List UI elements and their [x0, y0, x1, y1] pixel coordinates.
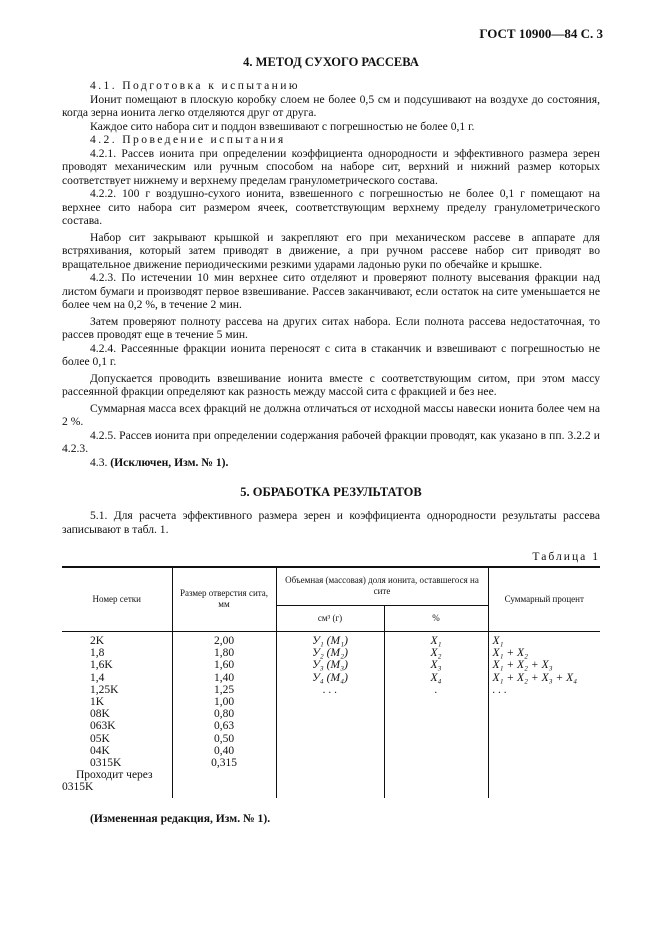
p-4-2-4: 4.2.4. Рассеянные фракции ионита переносят с сита в стаканчик и взвешивают с погрешностью не более 0,1 г. — [62, 341, 600, 368]
p-4-1-b: Каждое сито набора сит и поддон взвешивают с погрешностью не более 0,1 г. — [90, 119, 475, 133]
p-4-2-3-b: Затем проверяют полноту рассева на других ситах набора. Если полнота рассева недостаточная, то рассев проводят еще в течение 5 мин. — [62, 314, 600, 341]
page-header: ГОСТ 10900—84 С. 3 — [479, 26, 603, 41]
table-row: 2K 2,00 У₁ (М₁) X₁ X₁ — [62, 635, 600, 647]
p-4-2-3: 4.2.3. По истечении 10 мин верхнее сито отделяют и проверяют полноту высевания фракции над листом бумаги и производят первое взвешивание. Рассев заканчивают, если остаток на сите уменьшается не более чем на 0,2 %, в течение 2 мин. — [62, 271, 600, 311]
th-sum: Суммарный процент — [488, 567, 600, 631]
document-body — [62, 55, 600, 825]
p-4-1: 4.1. Подготовка к испытанию — [90, 79, 300, 92]
results-table — [62, 566, 600, 798]
table-row: 1,25K 1,25 . . . . . . . — [62, 684, 600, 696]
p-4-2-4-b: Допускается проводить взвешивание ионита вместе с соответствующим ситом, при этом массу рассеянной фракции определяют как разность между массой сита с фракцией и без нее. — [62, 371, 600, 398]
table-row: 0315K 0,315 — [62, 757, 600, 769]
table-row: 1,6K 1,60 У₃ (М₃) X₃ X₁ + X₂ + X₃ — [62, 659, 600, 671]
th-size: Размер отверстия сита, мм — [172, 567, 276, 631]
p-4-2-5: 4.2.5. Рассев ионита при определении содержания рабочей фракции проводят, как указано в пп. 3.2.2 и 4.2.3. — [62, 428, 600, 455]
section-5-title: 5. ОБРАБОТКА РЕЗУЛЬТАТОВ — [240, 485, 422, 499]
table-row: 08K 0,80 — [62, 708, 600, 720]
p-4-2-2: 4.2.2. 100 г воздушно-сухого ионита, взвешенного с погрешностью не более 0,1 г помещают на верхнее сито набора сит размером ячеек, соответствующим верхнему пределу гранулометрического состава. — [62, 187, 600, 227]
table-row: 1,4 1,40 У₄ (М₄) X₄ X₁ + X₂ + X₃ + X₄ — [62, 672, 600, 684]
p-4-3: 4.3. (Исключен, Изм. № 1). — [90, 455, 229, 469]
th-share: Объемная (массовая) доля ионита, оставшегося на сите — [276, 567, 488, 605]
th-cm: см³ (г) — [276, 605, 384, 631]
p-4-2: 4.2. Проведение испытания — [90, 133, 286, 146]
p-4-2-1: 4.2.1. Рассев ионита при определении коэффициента однородности и эффективного размера зерен проводят механическим или ручным способом на наборе сит, верхний и нижний размер которых соответствует нижнему и верхнему пределам гранулометрического состава. — [62, 146, 600, 187]
table-caption: Таблица 1 — [532, 550, 600, 563]
p-4-2-4-c: Суммарная масса всех фракций не должна отличаться от исходной массы навески ионита более чем на 2 %. — [62, 401, 600, 428]
p-5-1: 5.1. Для расчета эффективного размера зерен и коэффициента однородности результаты рассева записывают в табл. 1. — [62, 509, 600, 536]
table-row: 05K 0,50 — [62, 733, 600, 745]
p-4-2-2-b: Набор сит закрывают крышкой и закрепляют его при механическом рассеве в аппарате для встряхивания, который затем приводят в движение, а при ручном рассеве набор сит приводят во вращательное движение периодическими резкими ударами ладонью руки по обечайке и крышке. — [62, 230, 600, 271]
p-4-1-a: Ионит помещают в плоскую коробку слоем не более 0,5 см и подсушивают на воздухе до состояния, когда зерна ионита легко отделяются друг от друга. — [62, 92, 600, 119]
table-row: 1K 1,00 — [62, 696, 600, 708]
table-row-passes: Проходит через 0315K — [62, 769, 600, 797]
table-row: 04K 0,40 — [62, 745, 600, 757]
table-row: 063K 0,63 — [62, 720, 600, 732]
table-row: 1,8 1,80 У₂ (М₂) X₂ X₁ + X₂ — [62, 647, 600, 659]
section-4-title: 4. МЕТОД СУХОГО РАССЕВА — [243, 55, 419, 69]
th-number: Номер сетки — [62, 567, 172, 631]
footer-note: (Измененная редакция, Изм. № 1). — [90, 811, 271, 825]
th-pct: % — [384, 605, 488, 631]
